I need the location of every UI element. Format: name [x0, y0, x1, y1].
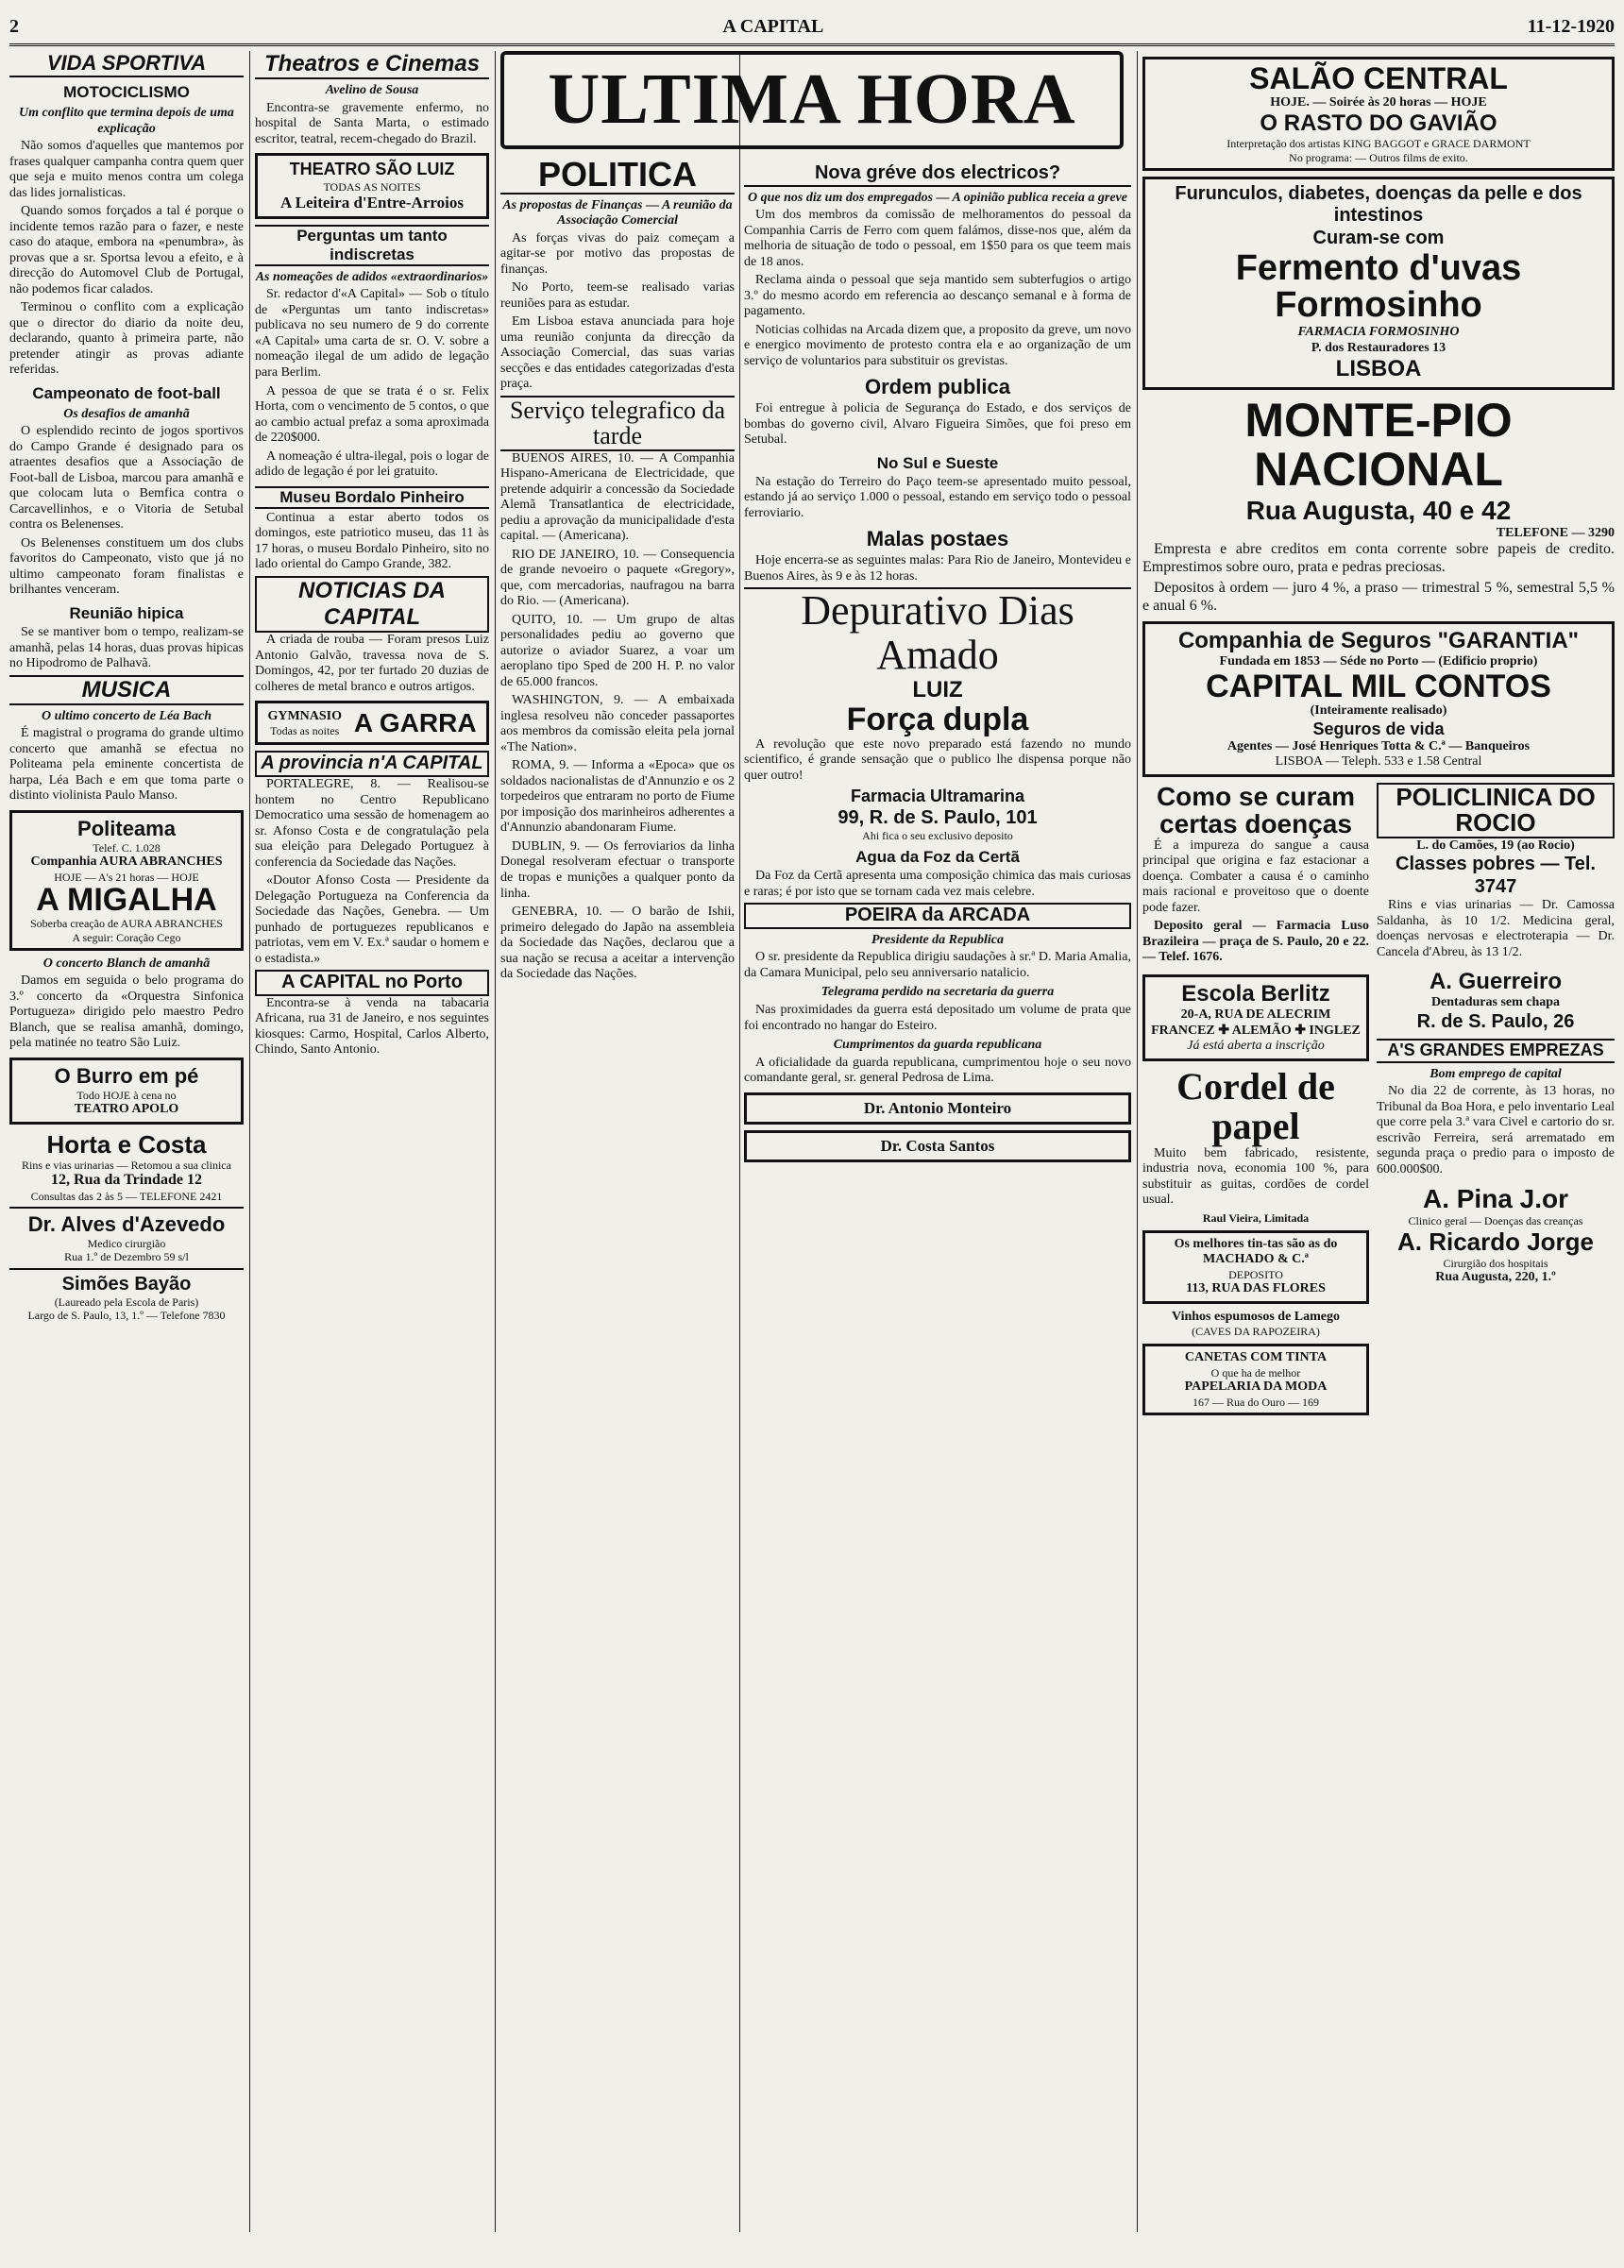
- berlitz-title: Escola Berlitz: [1181, 980, 1330, 1007]
- column-5: [1142, 51, 1615, 2232]
- canetas-addr: 167 — Rua do Ouro — 169: [1193, 1395, 1319, 1409]
- column-2: [255, 51, 489, 2232]
- horta-addr: 12, Rua da Trindade 12: [51, 1172, 202, 1189]
- column-rule: [739, 51, 740, 2232]
- paragraph: É magistral o programa do grande ultimo concerto que amanhã se efectua no Politeama pela eminente concertista de harpa, Léa Bach e em que toma parte o distinto violinista Paulo Manso.: [9, 726, 244, 804]
- montepio-tel: TELEFONE — 3290: [1496, 525, 1615, 540]
- paragraph: Foi entregue à policia de Segurança do Estado, e dos serviços de bombas do governo civil, Alvaro Figueira Simões, que foi preso em Setubal.: [744, 401, 1131, 448]
- paragraph: Encontra-se gravemente enfermo, no hospital de Santa Marta, o estimado escritor, teatral, recem-chegado do Brazil.: [255, 100, 489, 146]
- saoluiz-ad: [255, 153, 489, 218]
- gymnasio-sub: Todas as noites: [270, 724, 340, 738]
- greve-sub: O que nos diz um dos empregados — A opinião publica receia a greve: [748, 190, 1127, 205]
- column-rule: [495, 51, 496, 2232]
- burro-ad: [9, 1058, 244, 1125]
- machado-addr: 113, RUA DAS FLORES: [1186, 1281, 1326, 1296]
- moto-sub: Um conflito que termina depois de uma explicação: [19, 106, 234, 136]
- guerreiro-addr: R. de S. Paulo, 26: [1416, 1010, 1575, 1032]
- salao-film: O RASTO DO GAVIÃO: [1260, 110, 1497, 137]
- paragraph: GENEBRA, 10. — O barão de Ishii, primeiro delegado do Japão na assembleia da Sociedade das Nações, declarou que a sua nação se recusa a aceitar a intervenção da Sociedade das Nações.: [500, 905, 735, 982]
- berlitz-block: [1142, 969, 1369, 1421]
- salao-title: SALÃO CENTRAL: [1249, 61, 1508, 95]
- noticias-title: NOTICIAS DA CAPITAL: [255, 576, 489, 634]
- saoluiz-play: A Leiteira d'Entre-Arroios: [280, 193, 464, 212]
- garantia-agents: Agentes — José Henriques Totta & C.ª — Banqueiros: [1226, 738, 1531, 753]
- furunculos-text: Furunculos, diabetes, doenças da pelle e dos intestinos: [1175, 182, 1582, 227]
- column-3: [500, 157, 735, 2232]
- perguntas-sub: As nomeações de adidos «extraordinarios»: [255, 269, 489, 284]
- telegrafico-title: Serviço telegrafico da tarde: [500, 396, 735, 451]
- paragraph: Da Foz da Certã apresenta uma composição chimica das mais curiosas e raras; é por isto que se tornam cada vez mais celebre.: [744, 869, 1131, 899]
- paragraph: Depositos à ordem — juro 4 %, a praso — trimestral 5 %, semestral 5,5 % e anual 6 %.: [1142, 579, 1615, 614]
- paragraph: Continua a estar aberto todos os domingos, este patriotico museu, das 11 às 17 horas, o museu Bordalo Pinheiro, sito no lado oriental do Campo Grande, 382.: [255, 510, 489, 572]
- page-number: 2: [9, 15, 19, 37]
- paragraph: A criada de rouba — Foram presos Luiz Antonio Galvão, travessa nova de S. Domingos, 42, por ter furtado 20 duzias de colheres de metal branco e outros artigos.: [255, 633, 489, 694]
- berlitz-ad: [1142, 974, 1369, 1061]
- paragraph: Na estação do Terreiro do Paço teem-se apresentado muito pessoal, estando já ao serviço 1.000 o pessoal, estando em serviço todo o pessoal ferroviario.: [744, 474, 1131, 520]
- musica-title: MUSICA: [9, 675, 244, 705]
- saoluiz-sub: TODAS AS NOITES: [323, 179, 421, 194]
- newspaper-title: A CAPITAL: [722, 15, 824, 37]
- politeama-tel: Telef. C. 1.028: [93, 840, 161, 855]
- column-rule: [1137, 51, 1138, 2232]
- lea-head: O ultimo concerto de Léa Bach: [41, 708, 212, 723]
- paragraph: PORTALEGRE, 8. — Realisou-se hontem no Centro Republicano Democratico uma sessão de homenagem ao sr. Afonso Costa e de congratulação pela sua eleição para Delegado Portuguez à conferencia da Sociedade das Nações.: [255, 777, 489, 870]
- paragraph: Encontra-se à venda na tabacaria Africana, rua 31 de Janeiro, e nos seguintes kiosques: Carmo, Hospital, Carlos Alberto, Chindo, Santo Antonio.: [255, 995, 489, 1058]
- football-sub: Os desafios de amanhã: [63, 406, 190, 421]
- row-comose-policlinica: [1142, 783, 1615, 969]
- cordel-title: Cordel de papel: [1176, 1064, 1335, 1147]
- farmacia-formosinho: FARMACIA FORMOSINHO: [1297, 325, 1460, 340]
- ricardo-title: A. Ricardo Jorge: [1396, 1227, 1595, 1257]
- paragraph: A oficialidade da guarda republicana, cumprimentou hoje o seu novo comandante geral, sr. general Pedrosa de Lima.: [744, 1055, 1131, 1086]
- poeira-sub: Presidente da Republica: [871, 932, 1004, 947]
- garantia-founded: Fundada em 1853 — Séde no Porto — (Edificio proprio): [1219, 654, 1538, 669]
- alves-title: Dr. Alves d'Azevedo: [27, 1212, 226, 1237]
- canetas-title: CANETAS COM TINTA: [1184, 1350, 1328, 1365]
- malas-title: Malas postaes: [866, 527, 1009, 551]
- paragraph: O sr. presidente da Republica dirigiu saudações à sr.ª D. Maria Amalia, da Camara Municipal, pelo seu anniversario natalicio.: [744, 950, 1131, 980]
- paragraph: A pessoa de que se trata é o sr. Felix Horta, com o vencimento de 5 contos, o que ao cambio actual prefaz a soma aproximada de 220$000.: [255, 383, 489, 446]
- paragraph: Sr. redactor d'«A Capital» — Sob o título de «Perguntas um tanto indiscretas» publicava no seu numero de 9 do corrente «A Capital» uma carta de sr. O. V. sobre a nomeação ilegal de um adido de legação para Berlim.: [255, 287, 489, 380]
- ultima-hora-banner: [500, 51, 1124, 151]
- capital-porto-title: A CAPITAL no Porto: [255, 970, 489, 996]
- farmacia-title: Farmacia Ultramarina: [850, 787, 1025, 806]
- paragraph: RIO DE JANEIRO, 10. — Consequencia de grande nevoeiro o paquete «Gregory», que, com mercadorias, naufragou na barra do Rio. — (Americana).: [500, 547, 735, 609]
- forca-title: Força dupla: [846, 702, 1029, 738]
- politeama-name: Politeama: [77, 817, 176, 840]
- garantia-tel: LISBOA — Teleph. 533 e 1.58 Central: [1275, 754, 1482, 770]
- gymnasio-ad: [255, 701, 489, 745]
- policlinica-title: POLICLINICA DO ROCIO: [1377, 783, 1615, 838]
- salao-artists: Interpretação dos artistas KING BAGGOT e GRACE DARMONT: [1226, 137, 1531, 151]
- depurativo-title: Depurativo Dias Amado: [744, 587, 1131, 676]
- row-berlitz-guerreiro: [1142, 969, 1615, 1421]
- alves-addr: Rua 1.º de Dezembro 59 s/l: [64, 1250, 189, 1264]
- vida-sportiva-title: VIDA SPORTIVA: [9, 51, 244, 77]
- farmacia-note: Ahi fica o seu exclusivo deposito: [862, 829, 1013, 843]
- saoluiz-title: THEATRO SÃO LUIZ: [289, 160, 455, 179]
- policlinica-addr: L. do Camões, 19 (ao Rocio): [1416, 838, 1575, 853]
- garantia-ad: [1142, 621, 1615, 777]
- canetas-ad: [1142, 1344, 1369, 1414]
- montepio-title: MONTE-PIO NACIONAL: [1244, 393, 1513, 497]
- luiz-title: LUIZ: [912, 676, 963, 702]
- farmacia-addr: 99, R. de S. Paulo, 101: [837, 806, 1038, 828]
- machado-ad: [1142, 1230, 1369, 1304]
- salao-show: HOJE. — Soirée às 20 horas — HOJE: [1270, 94, 1487, 110]
- garra-title: A GARRA: [353, 708, 477, 738]
- grandes-sub: Bom emprego de capital: [1429, 1066, 1562, 1081]
- salao-ad: [1142, 57, 1615, 171]
- paragraph: Em Lisboa estava anunciada para hoje uma reunião conjunta da direcção da Associação Comercial, das suas varias secções e das entidades categorizadas d'esta praça.: [500, 314, 735, 392]
- ultima-hora-title: ULTIMA HORA: [500, 51, 1124, 149]
- politica-title: POLITICA: [500, 157, 735, 195]
- greve-title: Nova gréve dos electricos?: [744, 162, 1131, 187]
- burro-sub: Todo HOJE à cena no: [76, 1088, 177, 1102]
- paragraph: DUBLIN, 9. — Os ferroviarios da linha Donegal resolveram efectuar o transporte de tropas e munições a qualquer ponto da linha.: [500, 838, 735, 901]
- agua-title: Agua da Foz da Certã: [855, 848, 1020, 867]
- paragraph: É a impureza do sangue a causa principal que origina e faz estacionar a doença. Combater a causa é o caminho mais racional e proveitoso que o doente pode fazer.: [1142, 838, 1369, 915]
- pina-sub: Clinico geral — Doenças das creanças: [1408, 1214, 1583, 1228]
- issue-date: 11-12-1920: [1527, 15, 1615, 37]
- berlitz-addr: 20-A, RUA DE ALECRIM: [1180, 1007, 1331, 1023]
- costa-santos-title: Dr. Costa Santos: [880, 1136, 995, 1155]
- paragraph: Nas proximidades da guerra está depositado um volume de prata que foi encontrado no hangar do Esteiro.: [744, 1002, 1131, 1033]
- museu-title: Museu Bordalo Pinheiro: [255, 486, 489, 509]
- paragraph: WASHINGTON, 9. — A embaixada inglesa resolveu não conceder passaportes aos membros da comissão eleita pela jornal «The Nation».: [500, 693, 735, 754]
- financas-head: As propostas de Finanças — A reunião da Associação Comercial: [502, 197, 733, 228]
- paragraph: Reclama ainda o pessoal que seja mantido sem subterfugios o artigo 3.º do mesmo acordo em referencia ao descanço semanal e à forma de pagamento.: [744, 273, 1131, 319]
- divider: [9, 1268, 244, 1270]
- blanch-head: O concerto Blanch de amanhã: [42, 956, 211, 971]
- curam-text: Curam-se com: [1312, 227, 1445, 248]
- politeama-ad: [9, 810, 244, 951]
- guerreiro-sub: Dentaduras sem chapa: [1430, 995, 1561, 1010]
- column-rule: [249, 51, 250, 2232]
- machado-deposito: DEPOSITO: [1228, 1268, 1283, 1281]
- grandes-title: A'S GRANDES EMPREZAS: [1377, 1039, 1615, 1062]
- simoes-title: Simões Bayão: [61, 1273, 192, 1295]
- moto-head: MOTOCICLISMO: [63, 82, 190, 101]
- provincia-title: A provincia n'A CAPITAL: [255, 751, 489, 777]
- berlitz-note: Já está aberta a inscrição: [1187, 1039, 1325, 1054]
- paragraph: «Doutor Afonso Costa — Presidente da Delegação Portugueza na Conferencia da Sociedade das Nações, Genebra. — Um punhado de portuguezes republicanos e patriotas, vem em V. Ex.ª saudar o homem e o estadista.»: [255, 873, 489, 966]
- column-4: [744, 157, 1131, 2232]
- machado-title: Os melhores tin-tas são as do MACHADO & C.ª: [1174, 1236, 1338, 1267]
- politeama-show: HOJE — A's 21 horas — HOJE: [54, 870, 199, 884]
- ricardo-sub: Cirurgião dos hospitais: [1443, 1257, 1548, 1271]
- burro-title: O Burro em pé: [54, 1063, 199, 1088]
- paragraph: Os Belenenses constituem um dos clubs favoritos do Campeonato, visto que já no ultimo campeonato foram finalistas e brilhantes venceram.: [9, 535, 244, 598]
- paragraph: No dia 22 de corrente, às 13 horas, no Tribunal da Boa Hora, e pelo inventario Leal que corre pela 3.ª vara Civel e cartorio do sr. escrivão Ferreira, será arrematado em segunda praça o predio para o imposto de 600.000$00.: [1377, 1084, 1615, 1176]
- paragraph: Empresta e abre creditos em conta corrente sobre papeis de credito. Emprestimos sobre ouro, prata e pedras preciosas.: [1142, 541, 1615, 576]
- poeira-title: POEIRA da ARCADA: [744, 903, 1131, 929]
- newspaper-page: [9, 9, 1615, 2238]
- garantia-realizado: (Inteiramente realisado): [1310, 703, 1447, 719]
- paragraph: QUITO, 10. — Um grupo de altas personalidades pediu ao governo que autorize o aviador Suarez, a voar um aeroplano tipo Sped de 200 H. P. no valor de 65.000 francos.: [500, 612, 735, 689]
- monteiro-title: Dr. Antonio Monteiro: [863, 1098, 1012, 1117]
- paragraph: Muito bem fabricado, resistente, industria nova, economia 100 %, para substituir as guitas, cordões de cordel usual.: [1142, 1145, 1369, 1208]
- raul-text: Raul Vieira, Limitada: [1202, 1210, 1310, 1225]
- paragraph: A nomeação é ultra-ilegal, pois o logar de adido de legação é por lei gratuito.: [255, 449, 489, 480]
- comose-title: Como se curam certas doenças: [1156, 781, 1356, 839]
- garantia-title: Companhia de Seguros "GARANTIA": [1177, 627, 1580, 653]
- politeama-note: Soberba creação de AURA ABRANCHES: [30, 917, 223, 931]
- montepio-addr: Rua Augusta, 40 e 42: [1245, 495, 1512, 525]
- telegrama-head: Telegrama perdido na secretaria da guerra: [820, 985, 1055, 1000]
- paragraph: ROMA, 9. — Informa a «Epoca» que os soldados nacionalistas de d'Annunzio e os 2 torpedeiros que entraram no porto de Fiume por imposição dos marinheiros adherentes a d'Annunzio abandonaram Fiume.: [500, 758, 735, 836]
- guerreiro-block: [1377, 969, 1615, 1421]
- paragraph: Quando somos forçados a tal é porque o incidente temos razão para o fazer, e neste caso do ataque, embora na «penumbra», às provas que a sr. Sportsa levou a efeito, e à direcção do Automovel Club de Portugal, não podemos ficar calados.: [9, 204, 244, 296]
- paragraph: As forças vivas do paiz começam a agitar-se por motivo das propostas de finanças.: [500, 230, 735, 277]
- garantia-vida: Seguros de vida: [1312, 719, 1445, 738]
- paragraph: BUENOS AIRES, 10. — A Companhia Hispano-Americana de Electricidade, que pretende adquirir a concessão da Sociedade Alemã Transatlantica de electricidade, pediu a aprovação da municipalidade d'esta capital. — (Americana).: [500, 450, 735, 544]
- ordem-title: Ordem publica: [864, 375, 1011, 399]
- horta-tel: Consultas das 2 às 5 — TELEFONE 2421: [30, 1190, 223, 1204]
- paragraph: Um dos membros da comissão de melhoramentos do pessoal da Companhia Carris de Ferro com quem falámos, disse-nos que, além da melhoria de situação de todo o pessoal, em 1$50 para os que teem mais de 18 anos.: [744, 208, 1131, 269]
- fermento-ad: [1142, 177, 1615, 390]
- paragraph: Noticias colhidas na Arcada dizem que, a proposito da greve, um novo e energico movimento de protesto contra ela e ao organização de um serviço de voluntarios para substituir os grevistas.: [744, 322, 1131, 368]
- paragraph: Damos em seguida o belo programa do 3.º concerto da «Orquestra Sinfonica Portugueza» dirigido pelo maestro Pedro Blanch, que se realisa amanhã, domingo, pela matinée no teatro São Luiz.: [9, 973, 244, 1051]
- horta-title: Horta e Costa: [46, 1129, 207, 1159]
- farmacia-formosinho-addr: P. dos Restauradores 13: [1311, 340, 1446, 355]
- paragraph: Rins e vias urinarias — Dr. Camossa Saldanha, às 10 1/2. Medicina geral, doenças nervosas e electroterapia — Dr. Cancela d'Abreu, às 13 1/2.: [1377, 898, 1615, 959]
- ricardo-addr: Rua Augusta, 220, 1.º: [1435, 1270, 1556, 1285]
- costa-santos-ad: [744, 1130, 1131, 1162]
- pina-title: A. Pina J.or: [1422, 1184, 1569, 1214]
- paragraph: O esplendido recinto de jogos sportivos do Campo Grande é designado para os atraentes desafios que a Associação de Foot-ball de Lisboa, marcou para amanhã e que colocam luta o Bemfica contra o Carcavellinhos, e o Vitoria de Setubal contra os Belenenses.: [9, 424, 244, 533]
- canetas-sub: O que ha de melhor: [1210, 1365, 1301, 1379]
- vinhos-sub: (CAVES DA RAPOZEIRA): [1192, 1325, 1320, 1339]
- perguntas-title: Perguntas um tanto indiscretas: [255, 225, 489, 266]
- vinhos-title: Vinhos espumosos de Lamego: [1171, 1309, 1340, 1324]
- paragraph: Terminou o conflito com a explicação que o director do diario da noite deu, declarando, quanto à primeira parte, não pretender atingir as provas adiante referidas.: [9, 300, 244, 378]
- monteiro-ad: [744, 1092, 1131, 1125]
- politeama-play: A MIGALHA: [36, 881, 217, 918]
- paragraph: A revolução que este novo preparado está fazendo no mundo scientifico, é grande sensação que o publico lhe dispensa porque não quer outro!: [744, 736, 1131, 783]
- alves-sub: Medico cirurgião: [87, 1237, 166, 1251]
- avelino-head: Avelino de Sousa: [325, 83, 419, 98]
- politeama-company: Companhia AURA ABRANCHES: [30, 855, 223, 870]
- policlinica-classes: Classes pobres — Tel. 3747: [1396, 854, 1596, 897]
- comose-block: [1142, 783, 1369, 969]
- policlinica-block: [1377, 783, 1615, 969]
- salao-note: No programa: — Outros films de exito.: [1289, 150, 1468, 164]
- simoes-addr: Largo de S. Paulo, 13, 1.º — Telefone 7830: [27, 1309, 226, 1323]
- paragraph: Não somos d'aquelles que mantemos por frases qualquer campanha contra quem quer que seja e muito menos contra um colega das lides jornalisticas.: [9, 139, 244, 200]
- guerreiro-title: A. Guerreiro: [1429, 968, 1563, 994]
- paragraph: Se se mantiver bom o tempo, realizam-se amanhã, pelas 14 horas, duas provas hipicas no Hipodromo de Palhavã.: [9, 625, 244, 671]
- cumprimentos-head: Cumprimentos da guarda republicana: [833, 1038, 1042, 1053]
- sul-title: No Sul e Sueste: [876, 453, 999, 472]
- canetas-shop: PAPELARIA DA MODA: [1184, 1379, 1328, 1395]
- masthead: [9, 9, 1615, 46]
- burro-theatre: TEATRO APOLO: [74, 1101, 179, 1116]
- hipica-head: Reunião hipica: [69, 604, 184, 622]
- paragraph: No Porto, teem-se realisado varias reuniões para as estudar.: [500, 280, 735, 311]
- fermento-title: Fermento d'uvas Formosinho: [1235, 247, 1522, 326]
- divider: [9, 1207, 244, 1209]
- paragraph: Hoje encerra-se as seguintes malas: Para Rio de Janeiro, Montevideu e Buenos Aires, às 9 e às 12 horas.: [744, 553, 1131, 584]
- deposito-text: Deposito geral — Farmacia Luso Brazileira — praça de S. Paulo, 20 e 22. — Telef. 1676.: [1142, 919, 1369, 965]
- berlitz-langs: FRANCEZ ✚ ALEMÃO ✚ INGLEZ: [1151, 1023, 1361, 1038]
- horta-info: Rins e vias urinarias — Retomou a sua clinica: [22, 1159, 231, 1173]
- gymnasio-title: GYMNASIO: [267, 708, 343, 723]
- column-1: [9, 51, 244, 2232]
- theatros-title: Theatros e Cinemas: [255, 51, 489, 79]
- politeama-next: A seguir: Coração Cego: [72, 930, 181, 944]
- simoes-sub: (Laureado pela Escola de Paris): [54, 1295, 199, 1310]
- lisboa-label: LISBOA: [1335, 356, 1422, 382]
- garantia-capital: CAPITAL MIL CONTOS: [1206, 668, 1551, 704]
- football-head: Campeonato de foot-ball: [32, 383, 221, 402]
